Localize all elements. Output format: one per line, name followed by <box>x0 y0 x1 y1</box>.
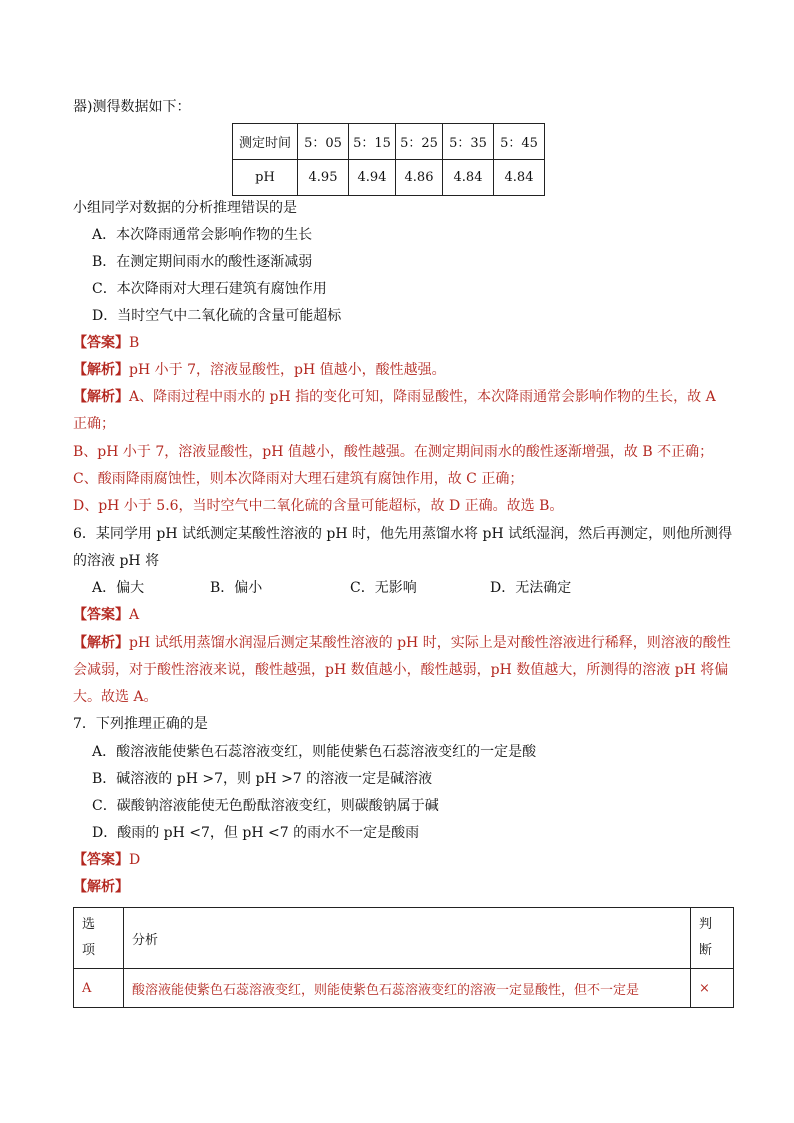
q6-option-b: B．偏小 <box>210 580 263 596</box>
q6-answer <box>73 605 139 625</box>
q5-analysis-2-cont: 正确； <box>73 416 115 432</box>
q5-option-b: B．在测定期间雨水的酸性逐渐减弱 <box>92 254 313 270</box>
q6-option-a: A．偏大 <box>92 580 145 596</box>
q6-stem-1: 6．某同学用 pH 试纸测定某酸性溶液的 pH 时，他先用蒸馏水将 pH 试纸湿润，然后再测定，则他所测得 <box>73 526 733 542</box>
q5-option-d: D．当时空气中二氧化硫的含量可能超标 <box>92 308 342 324</box>
table-cell: 4.84 <box>443 160 494 196</box>
header-text: 项 <box>82 943 96 958</box>
table-cell: × <box>691 969 734 1008</box>
q7-stem: 7．下列推理正确的是 <box>73 716 208 732</box>
q6-stem-2: 的溶液 pH 将 <box>73 553 160 569</box>
q5-option-c: C．本次降雨对大理石建筑有腐蚀作用 <box>92 281 327 297</box>
q6-option-c: C．无影响 <box>350 580 417 596</box>
table-row <box>74 969 734 1008</box>
table-cell: 4.84 <box>494 160 545 196</box>
table-cell: 5：35 <box>443 124 494 160</box>
q6-analysis-1 <box>73 633 731 653</box>
q5-stem: 小组同学对数据的分析推理错误的是 <box>73 200 297 216</box>
analysis-tag: 【解析】 <box>73 879 129 895</box>
q7-option-d: D．酸雨的 pH <7，但 pH <7 的雨水不一定是酸雨 <box>92 825 420 841</box>
table-row <box>74 908 734 969</box>
table-cell: pH <box>233 160 298 196</box>
header-text: 断 <box>699 943 713 958</box>
q7-analysis-tag <box>73 877 129 897</box>
header-text: 选 <box>82 917 96 932</box>
q5-option-a: A．本次降雨通常会影响作物的生长 <box>92 227 313 243</box>
analysis-text: pH 小于 7，溶液显酸性，pH 值越小，酸性越强。 <box>129 362 446 378</box>
q5-analysis-2 <box>73 387 716 407</box>
answer-tag: 【答案】 <box>73 852 129 868</box>
table-cell: 5：45 <box>494 124 545 160</box>
q7-option-c: C．碳酸钠溶液能使无色酚酞溶液变红，则碳酸钠属于碱 <box>92 798 439 814</box>
table-cell: 酸溶液能使紫色石蕊溶液变红，则能使紫色石蕊溶液变红的溶液一定显酸性，但不一定是 <box>124 969 691 1008</box>
analysis-tag: 【解析】 <box>73 389 129 405</box>
table-cell: 4.95 <box>298 160 349 196</box>
answer-tag: 【答案】 <box>73 607 129 623</box>
q7-option-a: A．酸溶液能使紫色石蕊溶液变红，则能使紫色石蕊溶液变红的一定是酸 <box>92 744 537 760</box>
q5-analysis-1 <box>73 360 446 380</box>
table-header-analysis: 分析 <box>124 908 691 969</box>
table-cell: 5：05 <box>298 124 349 160</box>
q5-analysis-3: B、pH 小于 7，溶液显酸性，pH 值越小，酸性越强。在测定期间雨水的酸性逐渐增强，故 B 不正确； <box>73 444 714 460</box>
table-header-option <box>74 908 124 969</box>
table-cell: A <box>74 969 124 1008</box>
table-cell: 测定时间 <box>233 124 298 160</box>
table-cell: 4.86 <box>396 160 443 196</box>
analysis-tag: 【解析】 <box>73 635 129 651</box>
header-text: 判 <box>699 917 713 932</box>
analysis-tag: 【解析】 <box>73 362 129 378</box>
analysis-text: A、降雨过程中雨水的 pH 指的变化可知，降雨显酸性，本次降雨通常会影响作物的生长，故 A <box>129 389 716 405</box>
answer-value: A <box>129 607 140 623</box>
table-cell: 5：25 <box>396 124 443 160</box>
table-cell: 4.94 <box>349 160 396 196</box>
analysis-table <box>73 907 734 1008</box>
answer-tag: 【答案】 <box>73 335 129 351</box>
intro-line: 器)测得数据如下： <box>73 99 191 115</box>
q7-option-b: B．碱溶液的 pH >7，则 pH >7 的溶液一定是碱溶液 <box>92 771 433 787</box>
q5-analysis-5: D、pH 小于 5.6，当时空气中二氧化硫的含量可能超标，故 D 正确。故选 B。 <box>73 498 564 514</box>
q6-option-d: D．无法确定 <box>490 580 572 596</box>
table-row <box>233 160 545 196</box>
table-row <box>233 124 545 160</box>
q5-answer <box>73 333 139 353</box>
q6-analysis-3: 大。故选 A。 <box>73 689 158 705</box>
q6-analysis-2: 会减弱，对于酸性溶液来说，酸性越强，pH 数值越小，酸性越弱，pH 数值越大，所测得的溶液 pH 将偏 <box>73 662 729 678</box>
q7-answer <box>73 850 140 870</box>
answer-value: D <box>129 852 141 868</box>
answer-value: B <box>129 335 140 351</box>
q5-analysis-4: C、酸雨降雨腐蚀性，则本次降雨对大理石建筑有腐蚀作用，故 C 正确； <box>73 471 524 487</box>
ph-data-table <box>232 123 545 196</box>
table-header-judgment <box>691 908 734 969</box>
table-cell: 5：15 <box>349 124 396 160</box>
q6-options <box>92 578 571 598</box>
analysis-text: pH 试纸用蒸馏水润湿后测定某酸性溶液的 pH 时，实际上是对酸性溶液进行稀释，则溶液的酸性 <box>129 635 731 651</box>
